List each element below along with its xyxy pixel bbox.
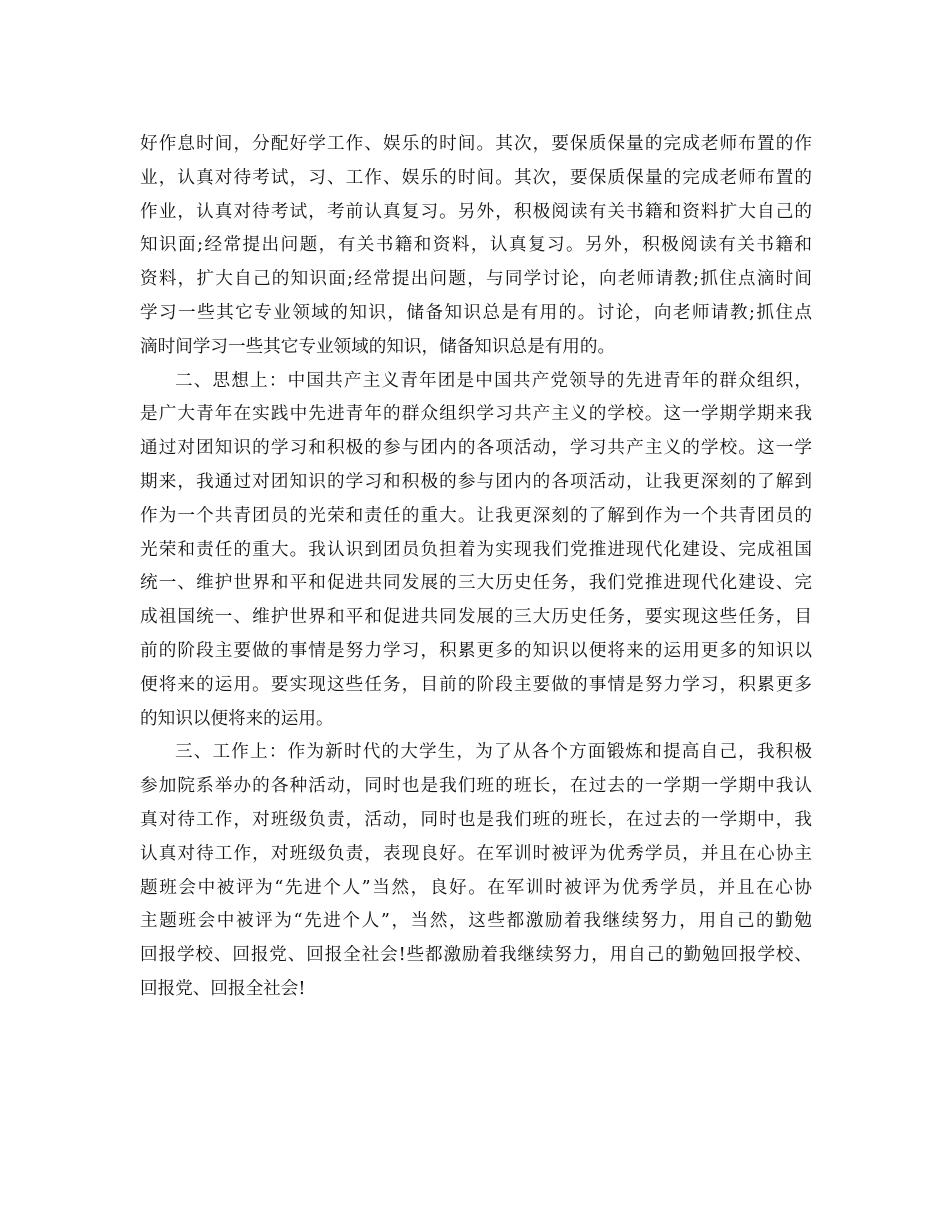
text-line: 回报党、回报全社会!	[140, 978, 306, 999]
text-line: 参加院系举办的各种活动，同时也是我们班的班长，在过去的一学期一学期中我认	[140, 776, 812, 797]
text-line: 题班会中被评为“先进个人”当然，良好。在军训时被评为优秀学员，并且在心协	[140, 877, 812, 898]
text-line: 三、工作上：作为新时代的大学生，为了从各个方面锻炼和提高自己，我积极	[175, 742, 812, 763]
text-line: 作业，认真对待考试，考前认真复习。另外，积极阅读有关书籍和资料扩大自己的	[140, 201, 812, 222]
text-line: 前的阶段主要做的事情是努力学习，积累更多的知识以便将来的运用更多的知识以	[140, 640, 812, 661]
text-line: 二、思想上：中国共产主义青年团是中国共产党领导的先进青年的群众组织，	[175, 370, 812, 391]
text-line: 作为一个共青团员的光荣和责任的重大。让我更深刻的了解到作为一个共青团员的	[140, 505, 812, 526]
text-line: 成祖国统一、维护世界和平和促进共同发展的三大历史任务，要实现这些任务，目	[140, 607, 812, 628]
paragraph-thought	[140, 365, 812, 737]
paragraph-work	[140, 736, 812, 1006]
text-line: 学习一些其它专业领域的知识，储备知识总是有用的。讨论，向老师请教;抓住点	[140, 302, 812, 323]
text-line: 统一、维护世界和平和促进共同发展的三大历史任务，我们党推进现代化建设、完	[140, 573, 812, 594]
text-line: 好作息时间，分配好学工作、娱乐的时间。其次，要保质保量的完成老师布置的作	[140, 134, 812, 154]
document-body	[140, 128, 812, 1007]
text-line: 知识面;经常提出问题，有关书籍和资料，认真复习。另外，积极阅读有关书籍和	[140, 235, 812, 256]
text-line: 真对待工作，对班级负责，活动，同时也是我们班的班长，在过去的一学期中，我	[140, 809, 812, 830]
paragraph-study	[140, 128, 812, 365]
text-line: 便将来的运用。要实现这些任务，目前的阶段主要做的事情是努力学习，积累更多	[140, 674, 812, 695]
text-line: 滴时间学习一些其它专业领域的知识，储备知识总是有用的。	[140, 336, 616, 357]
text-line: 回报学校、回报党、回报全社会!些都激励着我继续努力，用自己的勤勉回报学校、	[140, 945, 812, 966]
text-line: 光荣和责任的重大。我认识到团员负担着为实现我们党推进现代化建设、完成祖国	[140, 539, 812, 560]
text-line: 业，认真对待考试，习、工作、娱乐的时间。其次，要保质保量的完成老师布置的	[140, 167, 812, 188]
text-line: 认真对待工作，对班级负责，表现良好。在军训时被评为优秀学员，并且在心协主	[140, 843, 812, 864]
text-line: 是广大青年在实践中先进青年的群众组织学习共产主义的学校。这一学期学期来我	[140, 404, 812, 425]
text-line: 期来，我通过对团知识的学习和积极的参与团内的各项活动，让我更深刻的了解到	[140, 471, 812, 492]
text-line: 主题班会中被评为“先进个人”，当然，这些都激励着我继续努力，用自己的勤勉	[140, 911, 812, 932]
text-line: 资料，扩大自己的知识面;经常提出问题，与同学讨论，向老师请教;抓住点滴时间	[140, 269, 812, 290]
text-line: 的知识以便将来的运用。	[140, 708, 334, 729]
text-line: 通过对团知识的学习和积极的参与团内的各项活动，学习共产主义的学校。这一学	[140, 438, 812, 459]
